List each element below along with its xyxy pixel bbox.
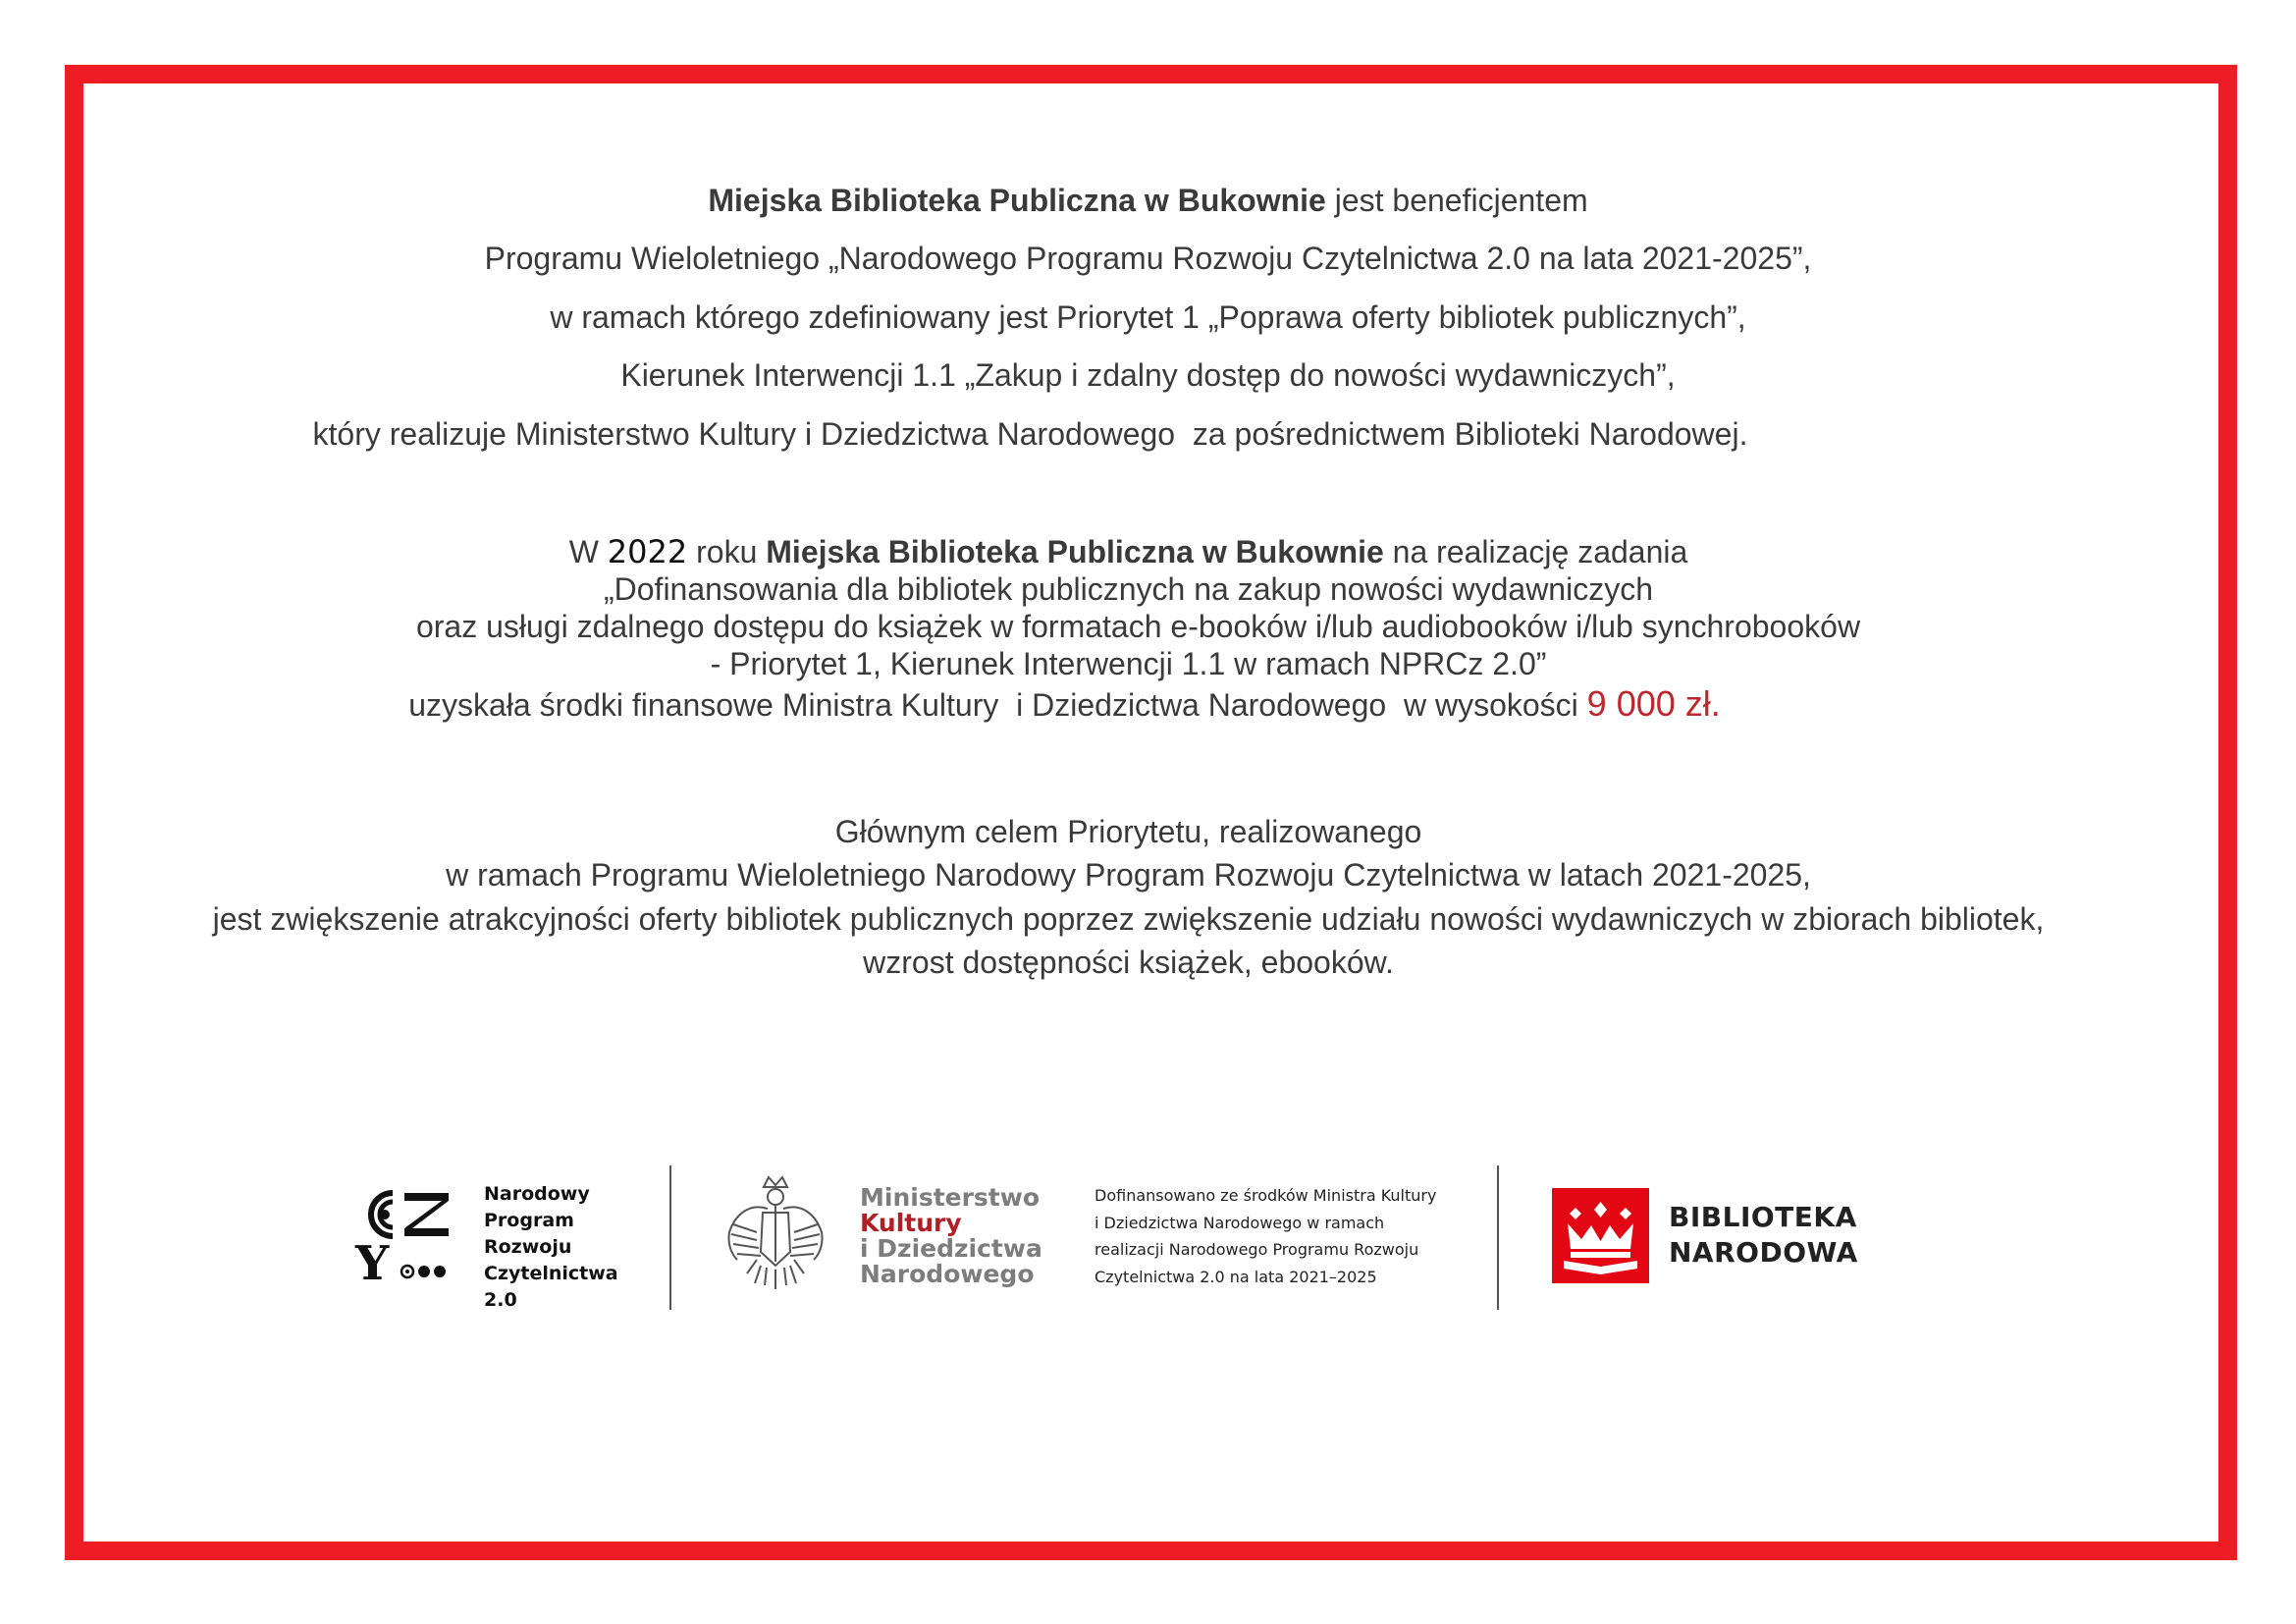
cofunding-note [1095, 1182, 1436, 1290]
funding-amount [1587, 683, 1721, 724]
nprcz-line-2: Program [484, 1210, 574, 1231]
funding-line-3: oraz usługi zdalnego dostępu do książek w formatach e-booków i/lub audiobooków i/lub synchrobooków [415, 609, 1861, 644]
intro-library-name-a: Miejska [708, 183, 822, 218]
intro-line-5 [0, 416, 2178, 453]
bn-label [1669, 1200, 1858, 1271]
ministry-label [860, 1185, 1042, 1287]
nprcz-line-5: 2.0 [484, 1289, 517, 1311]
bn-line-2: NARODOWA [1669, 1236, 1858, 1269]
intro-library-name-b: Biblioteka Publiczna w Bukownie [829, 183, 1326, 218]
intro-line-2: Programu Wieloletniego „Narodowego Programu Rozwoju Czytelnictwa 2.0 na lata 2021-2025”, [484, 241, 1812, 276]
ministry-line-4: Narodowego [860, 1260, 1035, 1288]
funding-line-5c: w wysokości [1403, 687, 1578, 723]
cofunding-line-4: Czytelnictwa 2.0 na lata 2021–2025 [1095, 1267, 1377, 1286]
funding-line-5b: i Dziedzictwa Narodowego [1016, 687, 1387, 723]
bn-line-1: BIBLIOTEKA [1669, 1201, 1857, 1233]
biblioteka-narodowa-crown-book-icon [1552, 1188, 1649, 1283]
ministry-line-3: i Dziedzictwa [860, 1234, 1042, 1263]
intro-line-1-rest: jest beneficjentem [1334, 183, 1588, 218]
funding-amount-value: 9 000 zł [1586, 683, 1711, 724]
intro-line-5a: który realizuje Ministerstwo Kultury i Dziedzictwa Narodowego [312, 416, 1176, 452]
svg-text:Y: Y [355, 1236, 390, 1286]
nprcz-logo-icon [353, 1183, 456, 1286]
funding-task-intro: na realizację zadania [1392, 534, 1688, 569]
intro-line-4: Kierunek Interwencji 1.1 „Zakup i zdalny dostęp do nowości wydawniczych”, [620, 357, 1676, 393]
footer-divider-1 [669, 1165, 671, 1310]
red-page-frame [65, 65, 2237, 1560]
goal-line-3: jest zwiększenie atrakcyjności oferty bibliotek publicznych poprzez zwiększenie udziału nowości wydawniczych w zbiorach bibliotek, [212, 901, 2045, 937]
nprcz-label [484, 1181, 618, 1314]
funding-year: 2022 [607, 533, 688, 570]
polish-eagle-emblem-icon [720, 1173, 832, 1296]
funding-line-5 [0, 683, 2213, 725]
cofunding-line-2: i Dziedzictwa Narodowego w ramach [1095, 1213, 1385, 1232]
intro-line-3: w ramach którego zdefiniowany jest Priorytet 1 „Poprawa oferty bibliotek publicznych”, [550, 299, 1746, 335]
funding-amount-dot: . [1710, 683, 1721, 724]
cofunding-line-3: realizacji Narodowego Programu Rozwoju [1095, 1240, 1419, 1259]
funding-library-name: Miejska Biblioteka Publiczna w Bukownie [766, 534, 1384, 569]
nprcz-line-4: Czytelnictwa [484, 1263, 618, 1284]
funding-w: W [568, 534, 599, 569]
goal-line-2: w ramach Programu Wieloletniego Narodowy Program Rozwoju Czytelnictwa w latach 2021-2025, [446, 857, 1811, 893]
funding-line-1 [0, 533, 2276, 570]
intro-line-5b: za pośrednictwem Biblioteki Narodowej. [1192, 416, 1748, 452]
ministry-line-2: Kultury [860, 1209, 962, 1237]
footer-divider-2 [1497, 1165, 1499, 1310]
goal-line-4: wzrost dostępności książek, ebooków. [863, 945, 1394, 980]
funding-roku: roku [696, 534, 758, 569]
ministry-line-1: Ministerstwo [860, 1183, 1041, 1212]
nprcz-line-3: Rozwoju [484, 1236, 572, 1258]
funding-line-2: „Dofinansowania dla bibliotek publicznych na zakup nowości wydawniczych [603, 571, 1653, 607]
intro-line-1 [0, 183, 2296, 219]
nprcz-line-1: Narodowy [484, 1183, 590, 1205]
cofunding-line-1: Dofinansowano ze środków Ministra Kultury [1095, 1186, 1437, 1205]
funding-line-5a: uzyskała środki finansowe Ministra Kultury [408, 687, 999, 723]
funding-line-4: - Priorytet 1, Kierunek Interwencji 1.1 w ramach NPRCz 2.0” [710, 646, 1547, 681]
goal-line-1: Głównym celem Priorytetu, realizowanego [834, 814, 1422, 849]
